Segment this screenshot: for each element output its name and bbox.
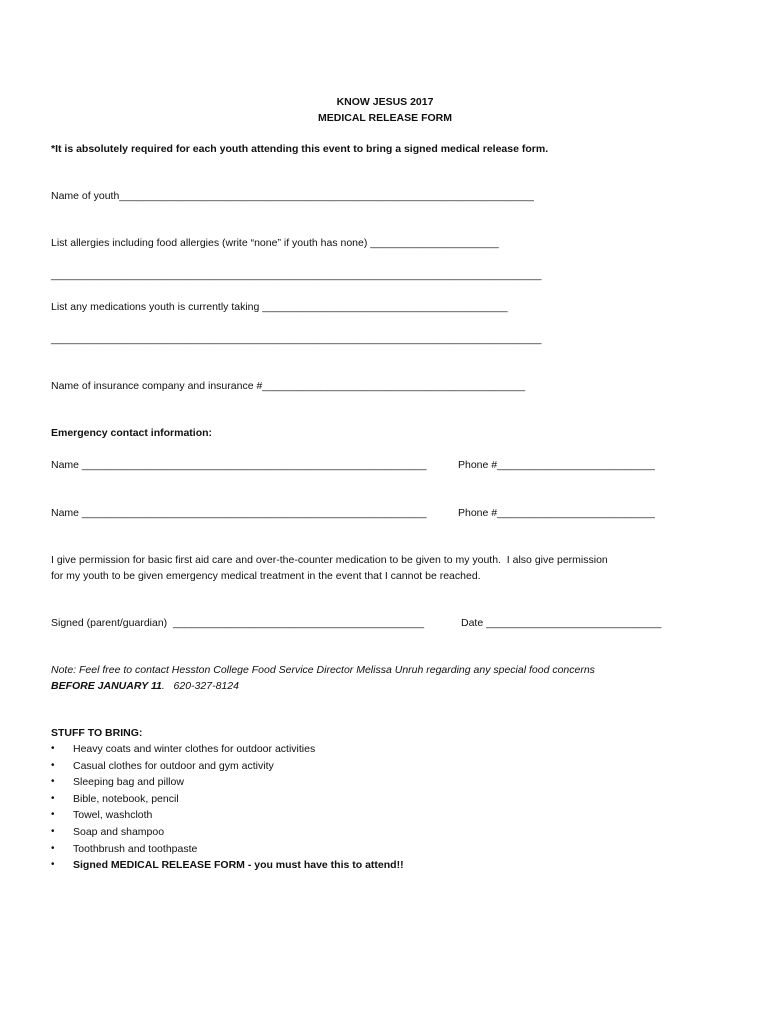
youth-name-field: Name of youth_______________________________________________________________________ bbox=[51, 190, 534, 202]
list-item: • Soap and shampoo bbox=[51, 825, 165, 838]
bullet-icon: • bbox=[51, 825, 55, 837]
list-item: • Casual clothes for outdoor and gym activity bbox=[51, 759, 274, 772]
list-item: • Bible, notebook, pencil bbox=[51, 792, 179, 805]
allergies-field: List allergies including food allergies (write “none” if youth has none) ______________________ bbox=[51, 237, 499, 249]
bullet-icon: • bbox=[51, 759, 55, 771]
required-notice: *It is absolutely required for each youth attending this event to bring a signed medical release form. bbox=[51, 143, 549, 155]
emergency-contact-phone-1: Phone #___________________________ bbox=[458, 459, 655, 471]
stuff-list bbox=[51, 741, 404, 874]
emergency-contact-name-1: Name ___________________________________________________________ bbox=[51, 459, 427, 471]
permission-text-line-1: I give permission for basic first aid care and over-the-counter medication to be given to my youth. I also give permission bbox=[51, 554, 608, 566]
permission-text-line-2: for my youth to be given emergency medical treatment in the event that I cannot be reached. bbox=[51, 570, 481, 582]
emergency-heading: Emergency contact information: bbox=[51, 427, 213, 439]
signature-field: Signed (parent/guardian) ___________________________________________ bbox=[51, 617, 425, 629]
form-title: KNOW JESUS 2017 bbox=[336, 96, 434, 108]
list-item: • Toothbrush and toothpaste bbox=[51, 842, 198, 855]
bullet-icon: • bbox=[51, 809, 55, 821]
bullet-icon: • bbox=[51, 743, 55, 754]
food-note-line-1: Note: Feel free to contact Hesston College Food Service Director Melissa Unruh regarding any special food concerns bbox=[51, 664, 595, 676]
bullet-icon: • bbox=[51, 859, 55, 871]
insurance-field: Name of insurance company and insurance #_____________________________________________ bbox=[51, 380, 526, 392]
medications-field: List any medications youth is currently taking __________________________________________ bbox=[51, 301, 508, 313]
stuff-heading: STUFF TO BRING: bbox=[51, 727, 143, 739]
emergency-contact-name-2: Name ___________________________________________________________ bbox=[51, 507, 427, 519]
bullet-icon: • bbox=[51, 842, 55, 854]
list-item: • Heavy coats and winter clothes for outdoor activities bbox=[51, 743, 316, 755]
bullet-icon: • bbox=[51, 792, 55, 804]
list-item: • Towel, washcloth bbox=[51, 809, 153, 822]
deadline-text: BEFORE JANUARY 11 bbox=[51, 680, 162, 692]
list-item: • Sleeping bag and pillow bbox=[51, 776, 184, 789]
date-field: Date ______________________________ bbox=[461, 617, 662, 629]
form-subtitle: MEDICAL RELEASE FORM bbox=[318, 112, 452, 124]
medications-continuation-line: ____________________________________________________________________________________ bbox=[51, 333, 542, 345]
allergies-continuation-line: ____________________________________________________________________________________ bbox=[51, 269, 542, 281]
emergency-contact-phone-2: Phone #___________________________ bbox=[458, 507, 655, 519]
contact-phone: . 620-327-8124 bbox=[161, 680, 239, 692]
bullet-icon: • bbox=[51, 776, 55, 788]
food-note-line-2 bbox=[51, 679, 239, 693]
list-item: • Signed MEDICAL RELEASE FORM - you must have this to attend!! bbox=[51, 859, 404, 872]
